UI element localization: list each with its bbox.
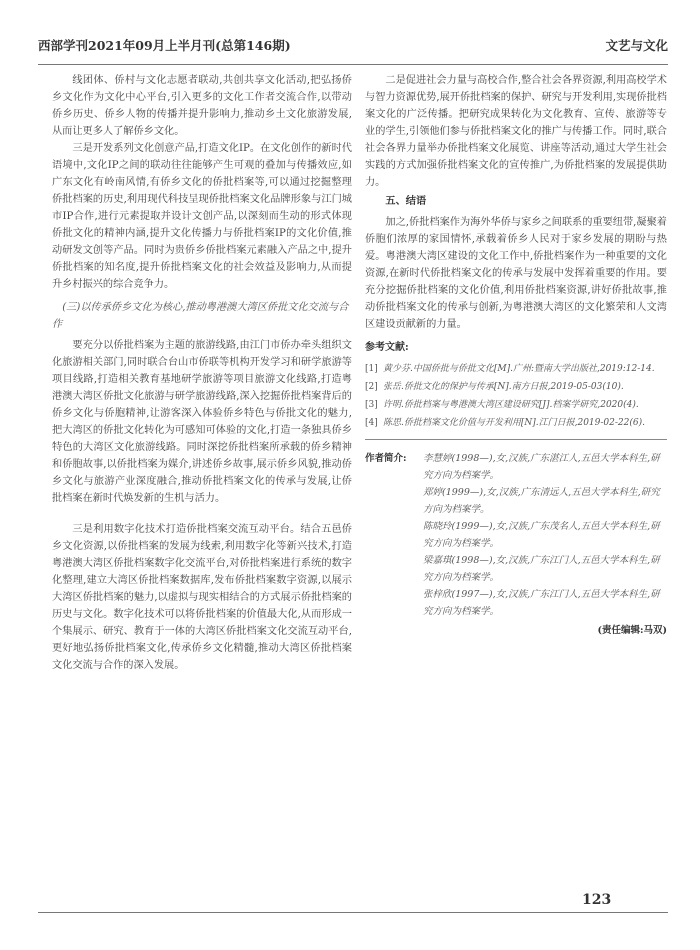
reference-item [365, 380, 667, 395]
reference-text: 许明.侨批档案与粤港澳大湾区建设研究[J].档案学研究,2020(4). [383, 400, 639, 410]
body-paragraph: 三是开发系列文化创意产品,打造文化IP。在文化创作的新时代语境中,文化IP之间的联动往往能够产生可观的叠加与传播效应,如广东文化有岭南风情,有侨乡文化的侨批档案等,可以通过挖掘整理侨批档案的历史,利用现代科技呈现侨批档案文化品牌形象与江门城市IP合作,进行元素提取并设计文创产品,以深刻而生动的形式体现侨批文化的精神内涵,提升文化传播力与侨批档案IP的文化价值,推动研发文创等产品。同时为贵侨乡侨批档案元素融入产品之中,提升侨批档案的知名度,提升侨批档案文化的社会效益及影响力,从而提升乡村振兴的综合竞争力。 [52, 143, 352, 290]
body-paragraph: 要充分以侨批档案为主题的旅游线路,由江门市侨办牵头组织文化旅游相关部门,同时联合台山市侨联等机构开发学习和研学旅游等项目线路,打造相关教育基地研学旅游等项目旅游文化线路,打造粤港澳大湾区侨批文化旅游与研学旅游线路,深入挖掘侨批档案背后的侨乡文化与侨胞精神,让游客深入体验侨乡特色与侨批文化的魅力,把大湾区的侨批文化转化为可感知可体验的文化,打造一条独具侨乡特色的大湾区文化旅游线路。同时深挖侨批档案所承载的侨乡精神和侨胞故事,以侨批档案为媒介,讲述侨乡故事,展示侨乡风貌,推动侨乡文化与旅游产业深度融合,推动侨批档案文化的传承与发展,让侨批档案在新时代焕发新的生机与活力。 [52, 340, 352, 504]
authors-label: 作者简介: [365, 453, 407, 464]
author-bio: 梁嘉琪(1998—),女,汉族,广东江门人,五邑大学本科生,研究方向为档案学。 [423, 555, 660, 583]
author-bio: 张梓欣(1997—),女,汉族,广东江门人,五邑大学本科生,研究方向为档案学。 [423, 589, 660, 617]
body-paragraph: 线团体、侨村与文化志愿者联动,共创共享文化活动,把弘扬侨乡文化作为文化中心平台,引入更多的文化工作者交流合作,以带动侨乡历史、侨乡人物的传播并提升影响力,推动乡土文化旅游发展,从而让更多人了解侨乡文化。 [52, 75, 352, 137]
reference-text: 陈思.侨批档案文化价值与开发利用[N].江门日报,2019-02-22(6). [383, 418, 645, 428]
header-divider [38, 64, 668, 65]
reference-number: [2] [365, 382, 378, 392]
author-bio: 李慧婷(1998—),女,汉族,广东湛江人,五邑大学本科生,研究方向为档案学。 [423, 453, 660, 481]
responsible-editor: (责任编辑:马双) [597, 625, 667, 636]
reference-item [365, 416, 667, 431]
body-paragraph: 三是利用数字化技术打造侨批档案交流互动平台。结合五邑侨乡文化资源,以侨批档案的发展为线索,利用数字化等新兴技术,打造粤港澳大湾区侨批档案数字化交流平台,对侨批档案进行系统的数字化整理,建立大湾区侨批档案数据库,发布侨批档案数字资源,以展示大湾区侨批档案的魅力,以虚拟与现实相结合的方式展示侨批档案的历史与文化。数字化技术可以将侨批档案的价值最大化,从而形成一个集展示、研究、教育于一体的大湾区侨批档案文化交流互动平台,更好地弘扬侨批档案文化,传承侨乡文化精髓,推动大湾区侨批档案文化交流与合作的深入发展。 [52, 524, 352, 671]
author-bios [365, 450, 667, 620]
reference-item [365, 398, 667, 413]
page-number: 123 [582, 892, 612, 908]
section-heading: 五、结语 [385, 195, 427, 207]
references-divider [365, 439, 667, 440]
reference-text: 张岳.侨批文化的保护与传承[N].南方日报,2019-05-03(10). [383, 382, 624, 392]
page-header [38, 34, 668, 56]
section-title: 文艺与文化 [605, 38, 668, 53]
author-bio: 陈晓玲(1999—),女,汉族,广东茂名人,五邑大学本科生,研究方向为档案学。 [423, 521, 660, 549]
reference-text: 黄少芬.中国侨批与侨批文化[M].广州:暨南大学出版社,2019:12-14. [383, 364, 655, 374]
conclusion-paragraph: 加之,侨批档案作为海外华侨与家乡之间联系的重要纽带,凝聚着侨胞们浓厚的家国情怀,承载着侨乡人民对于家乡发展的期盼与热爱。粤港澳大湾区建设的文化工作中,侨批档案作为一种重要的文化资源,在新时代侨批档案文化的传承与发展中发挥着重要的作用。要充分挖掘侨批档案的文化价值,利用侨批档案资源,讲好侨批故事,推动侨批档案文化的传承与创新,为粤港澳大湾区的文化繁荣和人文湾区建设贡献新的力量。 [365, 217, 667, 330]
footer-divider [38, 912, 668, 913]
references-title: 参考文献: [365, 342, 409, 353]
authors-list [423, 450, 667, 620]
journal-issue-title: 西部学刊2021年09月上半月刊(总第146期) [38, 38, 291, 53]
reference-item [365, 362, 667, 377]
reference-number: [3] [365, 400, 378, 410]
author-bio: 郑婷(1999—),女,汉族,广东清远人,五邑大学本科生,研究方向为档案学。 [423, 487, 660, 515]
right-column [365, 72, 667, 639]
reference-number: [4] [365, 418, 378, 428]
left-column [52, 72, 352, 674]
reference-number: [1] [365, 364, 378, 374]
body-paragraph: 二是促进社会力量与高校合作,整合社会各界资源,利用高校学术与智力资源优势,展开侨批档案的保护、研究与开发利用,实现侨批档案文化的广泛传播。把研究成果转化为文化教育、宣传、旅游等专业的学生,引领他们参与侨批档案文化的推广与传播工作。同时,联合社会各界力量举办侨批档案文化展览、讲座等活动,通过大学生社会实践的方式加强侨批档案文化的宣传推广,为侨批档案的发展提供助力。 [365, 75, 667, 188]
subsection-heading: (三)以传承侨乡文化为核心,推动粤港澳大湾区侨批文化交流与合作 [52, 302, 349, 330]
